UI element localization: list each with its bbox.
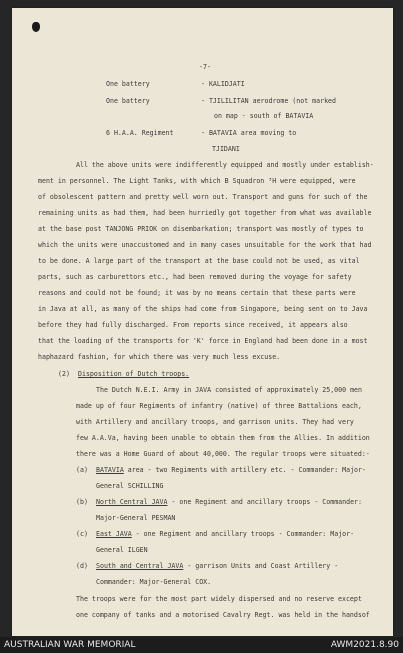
item-label: (a) bbox=[76, 466, 88, 474]
unit-name: One battery bbox=[106, 80, 150, 88]
item-line bbox=[96, 530, 354, 538]
unit-location: - BATAVIA area moving to bbox=[201, 129, 297, 137]
item-label: (b) bbox=[76, 498, 88, 506]
paragraph-line: haphazard fashion, for which there was very much less excuse. bbox=[38, 353, 281, 361]
unit-location: - TJILILITAN aerodrome (not marked bbox=[201, 97, 336, 105]
item-label: (c) bbox=[76, 530, 88, 538]
document-page bbox=[12, 8, 393, 636]
paragraph-line: ment in personnel. The Light Tanks, with which B Squadron ³H were equipped, were bbox=[38, 177, 356, 185]
paragraph-line: in Java at all, as many of the ships had come from Singapore, being sent on to Java bbox=[38, 305, 368, 313]
paragraph-line: remaining units as had them, had been hurriedly got together from what was available bbox=[38, 209, 372, 217]
page-number: -7- bbox=[199, 63, 211, 71]
item-line bbox=[96, 562, 338, 570]
paragraph-line: of obsolescent pattern and pretty well worn out. Transport and guns for such of the bbox=[38, 193, 368, 201]
item-text: General SCHILLING bbox=[96, 482, 164, 490]
paragraph-line: there was a Home Guard of about 40,000. The regular troops were situated:- bbox=[76, 450, 370, 458]
footer-source: AUSTRALIAN WAR MEMORIAL bbox=[4, 640, 136, 650]
item-label: (d) bbox=[76, 562, 88, 570]
paragraph-line: reasons and could not be found; it was by no means certain that these parts were bbox=[38, 289, 356, 297]
item-line bbox=[96, 498, 362, 506]
paragraph-line: to be done. A large part of the transport at the base could not be used, as vital bbox=[38, 257, 360, 265]
paragraph-line: The troops were for the most part widely dispersed and no reserve except bbox=[76, 595, 362, 603]
unit-location: TJIDANI bbox=[212, 145, 240, 153]
unit-name: One battery bbox=[106, 97, 150, 105]
item-text: area - two Regiments with artillery etc. - Commander: Major- bbox=[123, 466, 366, 474]
paragraph-line: made up of four Regiments of infantry (native) of three Battalions each, bbox=[76, 402, 362, 410]
item-text: - one Regiment and ancillary troops - Commander: Major- bbox=[131, 530, 355, 538]
paragraph-line: few A.A.Va, having been unable to obtain them from the Allies. In addition bbox=[76, 434, 370, 442]
paragraph-line: All the above units were indifferently equipped and mostly under establish- bbox=[76, 161, 374, 169]
unit-location: on map - south of BATAVIA bbox=[214, 112, 314, 120]
item-text: General ILGEN bbox=[96, 546, 148, 554]
paragraph-line: parts, such as carburettors etc., had been removed during the voyage for safety bbox=[38, 273, 352, 281]
footer-bar bbox=[0, 637, 403, 653]
paragraph-line: The Dutch N.E.I. Army in JAVA consisted of approximately 25,000 men bbox=[96, 386, 362, 394]
paragraph-line: before they had fully discharged. From reports since received, it appears also bbox=[38, 321, 348, 329]
paragraph-line: which the units were unaccustomed and in many cases unsuitable for the work that had bbox=[38, 241, 372, 249]
punch-hole bbox=[32, 22, 40, 32]
item-text: - garrison Units and Coast Artillery - bbox=[183, 562, 339, 570]
item-area: South and Central JAVA bbox=[96, 562, 184, 570]
unit-name: 6 H.A.A. Regiment bbox=[106, 129, 174, 137]
item-line bbox=[96, 466, 366, 474]
item-area: East JAVA bbox=[96, 530, 132, 538]
paragraph-line: that the loading of the transports for 'K' force in England had been done in a most bbox=[38, 337, 368, 345]
item-area: BATAVIA bbox=[96, 466, 124, 474]
item-area: North Central JAVA bbox=[96, 498, 168, 506]
section-number: (2) bbox=[58, 370, 70, 378]
paragraph-line: at the base post TANJONG PRIOK on disembarkation; transport was mostly of types to bbox=[38, 225, 364, 233]
paragraph-line: one company of tanks and a motorised Cavalry Regt. was held in the handsof bbox=[76, 611, 370, 619]
item-text: Major-General PESMAN bbox=[96, 514, 176, 522]
section-title: Disposition of Dutch troops. bbox=[78, 370, 190, 378]
footer-reference: AWM2021.8.90 bbox=[330, 640, 399, 650]
paragraph-line: with Artillery and ancillary troops, and garrison units. They had very bbox=[76, 418, 354, 426]
item-text: Commander: Major-General COX. bbox=[96, 578, 212, 586]
item-text: - one Regiment and ancillary troops - Commander: bbox=[167, 498, 362, 506]
unit-location: - KALIDJATI bbox=[201, 80, 245, 88]
